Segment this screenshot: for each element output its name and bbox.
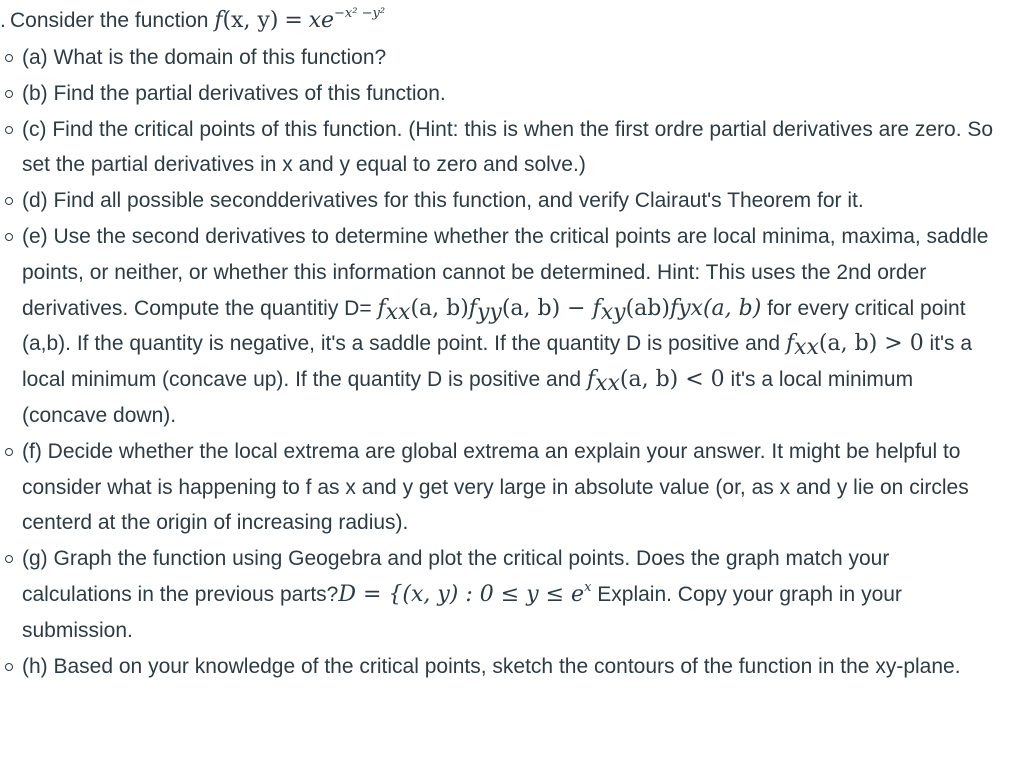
cond1-symbol: f	[785, 331, 795, 357]
list-item-b	[0, 76, 1010, 112]
bullet-icon	[5, 90, 13, 98]
bullet-icon	[5, 448, 13, 456]
function-name: f	[214, 8, 223, 33]
item-b-text: (b) Find the partial derivatives of this function.	[22, 81, 446, 105]
list-item-e	[0, 219, 1010, 434]
fxx-args: (a, b)	[410, 295, 469, 321]
cond2-symbol: f	[586, 367, 596, 393]
minus-sign: −	[560, 295, 593, 321]
condition-negative	[586, 367, 725, 397]
cond2-subscript: xx	[595, 371, 620, 397]
item-f-text: (f) Decide whether the local extrema are global extrema an explain your answer. It might be helpful to consider what is happening to f as x and y get very large in absolute value (or, as x and y lie on circles centerd at the origin of increasing radius).	[22, 439, 969, 535]
bullet-icon	[5, 54, 13, 62]
list-item-d	[0, 183, 1010, 219]
intro-prefix: Consider the function	[10, 9, 209, 32]
fyy-symbol: f	[468, 295, 477, 321]
item-e-text-1: (e) Use the second derivatives to determine whether the critical points are local minima, maxima, saddle points, or neither, or whether this information cannot be determined. Hint: This uses the 2nd order derivatives. Compute the quantitiy D=	[22, 224, 989, 320]
item-e-text-4: it's a local minimum (concave down).	[22, 368, 914, 427]
fyy-subscript: yy	[476, 299, 502, 325]
cond2-rest: (a, b) < 0	[619, 367, 725, 393]
domain-exponent: x	[584, 579, 592, 595]
fxy-subscript: xy	[600, 299, 626, 325]
item-e-text-2: for every critical point (a,b). If the quantity is negative, it's a saddle point. If the quantity D is positive and	[22, 296, 966, 356]
list-item-a	[0, 40, 1010, 76]
list-item-c	[0, 112, 1010, 184]
item-e-text-3: it's a local minimum (concave up). If the quantity D is positive and	[22, 332, 973, 392]
intro-bullet: .	[0, 9, 6, 32]
function-base: xe	[308, 8, 335, 33]
cond1-rest: (a, b) > 0	[818, 331, 924, 357]
item-d-text: (d) Find all possible secondderivatives for this function, and verify Clairaut's Theorem for it.	[22, 189, 864, 213]
condition-positive	[785, 331, 924, 361]
intro-line	[0, 3, 1010, 40]
domain-formula: D = {(x, y) : 0 ≤ y ≤ e	[338, 581, 585, 607]
item-a-text: (a) What is the domain of this function?	[22, 46, 387, 69]
bullet-icon	[5, 555, 13, 563]
bullet-icon	[5, 233, 13, 241]
item-g-text-2: Explain. Copy your graph in your submission.	[22, 582, 902, 642]
cond1-subscript: xx	[794, 335, 819, 361]
fyy-args: (a, b)	[501, 295, 561, 321]
item-g-text-1: (g) Graph the function using Geogebra and plot the critical points. Does the graph match your calculations in the previous parts?	[22, 547, 890, 606]
list-item-h	[0, 649, 1010, 685]
fyx-term: fyx(a, b)	[669, 295, 762, 321]
fxy-symbol: f	[592, 295, 601, 321]
function-equals: =	[284, 8, 303, 33]
fxx-subscript: xx	[385, 299, 411, 325]
question-list	[0, 40, 1010, 684]
function-args: (x, y)	[222, 8, 279, 33]
item-h-text: (h) Based on your knowledge of the critical points, sketch the contours of the function in the xy-plane.	[22, 654, 961, 678]
item-c-text: (c) Find the critical points of this function. (Hint: this is when the first ordre partial derivatives are zero. So set the partial derivatives in x and y equal to zero and solve.)	[22, 117, 994, 177]
fxx-symbol: f	[377, 295, 386, 321]
bullet-icon	[5, 197, 13, 205]
fxy-args: (ab)	[625, 295, 670, 321]
bullet-icon	[5, 663, 13, 671]
d-formula	[377, 295, 762, 325]
bullet-icon	[5, 126, 13, 134]
function-exponent: −x² −y²	[334, 6, 386, 21]
list-item-f	[0, 434, 1010, 541]
list-item-g	[0, 541, 1010, 648]
